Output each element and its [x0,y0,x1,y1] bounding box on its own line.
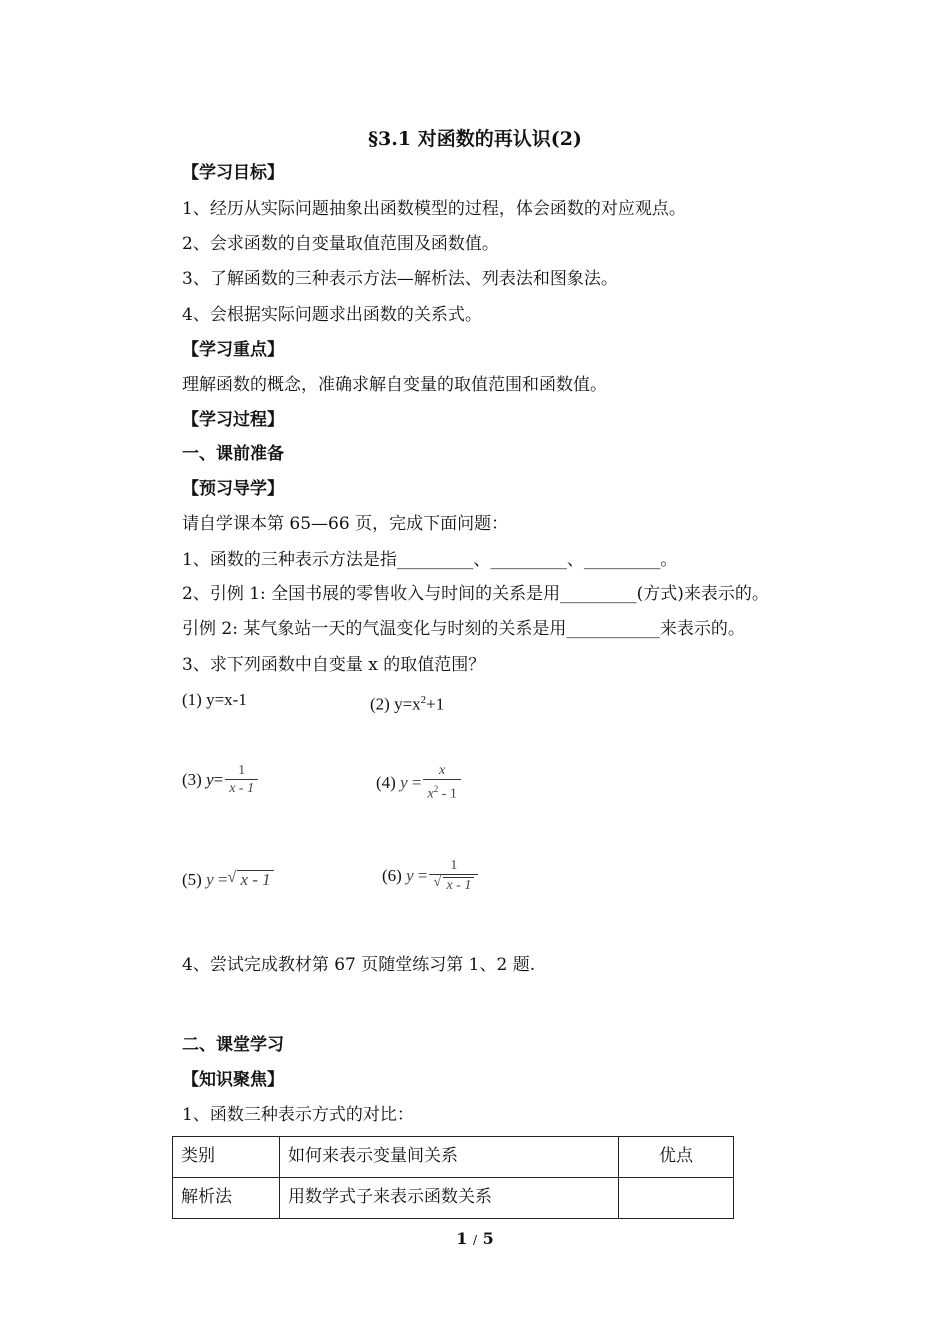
exercise-4-numerator: x [439,763,446,778]
exercise-5-label: (5) [182,870,207,889]
page-current: 1 [456,1229,468,1248]
key-text: 理解函数的概念，准确求解自变量的取值范围和函数值。 [182,375,607,395]
exercise-3 [182,763,258,797]
exercise-3-numerator: 1 [238,763,246,778]
exercise-2-tail: +1 [426,694,445,714]
goal-item: 4、会根据实际问题求出函数的关系式。 [182,305,482,325]
exercise-5-eq: = [213,870,228,889]
exercise-4-label: (4) [376,772,401,792]
table-header-cell: 优点 [619,1137,734,1178]
compare-intro: 1、函数三种表示方式的对比： [182,1105,414,1125]
exercise-6 [382,858,478,894]
page-separator: / [472,1233,478,1247]
exercise-2-exponent: 2 [420,694,427,706]
question-4: 4、尝试完成教材第 67 页随堂练习第 1、2 题. [182,955,536,975]
table-cell: 用数学式子来表示函数关系 [280,1178,619,1219]
exercise-4-denominator [423,779,460,803]
table-row [173,1178,734,1219]
key-heading: 【学习重点】 [182,340,284,360]
exercise-5-y: y [206,870,214,889]
goal-item: 3、了解函数的三种表示方法—解析法、列表法和图象法。 [182,269,618,289]
exercise-6-eq: = [413,866,428,885]
exercise-3-fraction [225,763,258,797]
goals-heading: 【学习目标】 [182,163,284,183]
preview-heading: 【预习导学】 [182,479,284,499]
exercise-4 [376,763,461,803]
exercise-5-radicand: x - 1 [237,870,273,888]
exercise-4-fraction [423,763,460,803]
exercise-2 [370,689,444,716]
comparison-table [172,1136,734,1219]
preview-intro: 请自学课本第 65—66 页，完成下面问题： [182,514,509,534]
exercise-3-label: (3) [182,770,207,789]
exercise-6-radicand: x - 1 [443,877,474,893]
table-cell: 解析法 [173,1178,280,1219]
process-heading: 【学习过程】 [182,410,284,430]
goal-item: 2、会求函数的自变量取值范围及函数值。 [182,234,499,254]
exercise-4-den-x: x [427,786,434,802]
exercise-3-y: y [206,770,214,789]
exercise-1: (1) y=x-1 [182,690,247,709]
exercise-4-eq: = [407,772,422,792]
radical-sign: √ [227,869,237,886]
exercise-6-denominator [429,874,478,894]
question-2b: 引例 2: 某气象站一天的气温变化与时刻的关系是用___________来表示的。 [182,619,745,639]
question-2: 2、引例 1: 全国书展的零售收入与时间的关系是用_________(方式)来表示的。 [182,584,769,604]
page-total: 5 [482,1229,494,1248]
table-cell [619,1178,734,1219]
exercise-6-y: y [406,866,414,885]
exercise-4-y: y [400,772,408,792]
exercise-5-sqrt [227,869,273,891]
exercise-6-fraction [429,858,478,894]
page-title: §3.1 对函数的再认识(2) [368,128,582,150]
exercise-4-den-exponent: 2 [433,784,439,794]
page-number [0,1229,950,1248]
exercise-3-denominator: x - 1 [225,779,258,797]
table-header-row [173,1137,734,1178]
radical-sign: √ [433,875,442,890]
exercise-3-eq: = [213,770,224,789]
question-3: 3、求下列函数中自变量 x 的取值范围？ [182,655,486,675]
focus-heading: 【知识聚焦】 [182,1070,284,1090]
question-1: 1、函数的三种表示方法是指_________、_________、_________。 [182,550,678,570]
table-header-cell: 类别 [173,1137,280,1178]
part1-heading: 一、课前准备 [182,444,284,464]
exercise-6-sqrt [433,877,474,894]
table-header-cell: 如何来表示变量间关系 [280,1137,619,1178]
goal-item: 1、经历从实际问题抽象出函数模型的过程，体会函数的对应观点。 [182,199,686,219]
exercise-5 [182,869,274,891]
part2-heading: 二、课堂学习 [182,1035,284,1055]
exercise-4-den-tail: - 1 [438,786,457,802]
exercise-6-numerator: 1 [450,858,458,873]
exercise-6-label: (6) [382,866,407,885]
exercise-2-base: (2) y=x [370,694,421,714]
